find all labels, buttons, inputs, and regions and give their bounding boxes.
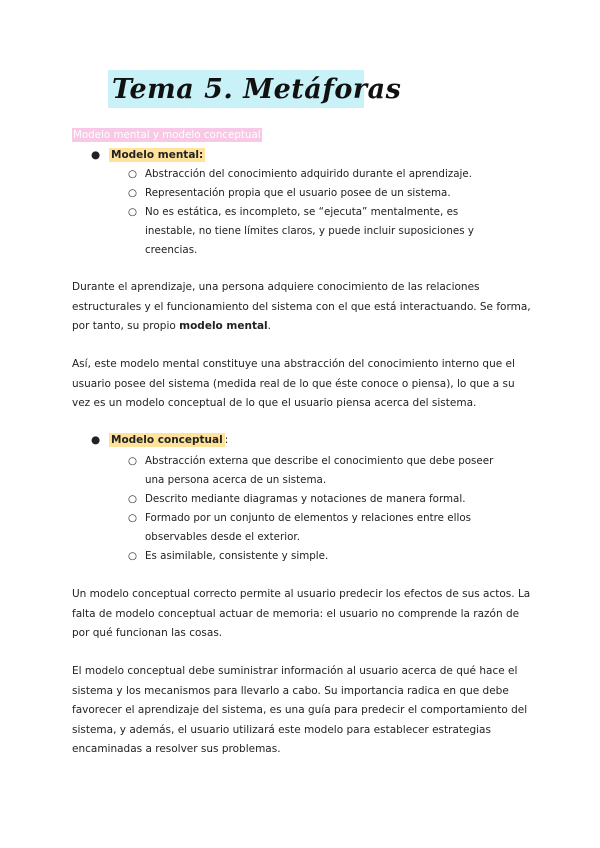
section-heading: Modelo mental y modelo conceptual — [73, 129, 261, 141]
modelo-mental-label: Modelo mental: — [111, 149, 204, 161]
circle-bullet-icon: ○ — [128, 550, 137, 562]
circle-bullet-icon: ○ — [128, 206, 137, 218]
paragraph-1-text: Durante el aprendizaje, una persona adquiere conocimiento de las relaciones estructurales y el funcionamiento del sistema con el que está interactuando. Se forma, por tanto, su propio — [72, 281, 531, 332]
title-highlight — [108, 70, 402, 108]
paragraph-1-bold: modelo mental — [179, 320, 268, 332]
list-item — [128, 452, 508, 490]
list-item-text: Abstracción externa que describe el conocimiento que debe poseer una persona acerca de un sistema. — [145, 455, 494, 486]
bullet-icon: ● — [91, 434, 101, 446]
list-item — [128, 203, 508, 260]
list-item-text: Formado por un conjunto de elementos y relaciones entre ellos observables desde el exterior. — [145, 512, 472, 543]
paragraph-3: Un modelo conceptual correcto permite al usuario predecir los efectos de sus actos. La falta de modelo conceptual actuar de memoria: el usuario no comprende la razón de por qué funcionan las cosas. — [72, 588, 531, 639]
paragraph-1-end: . — [267, 320, 272, 332]
list-item-text: Abstracción del conocimiento adquirido durante el aprendizaje. — [145, 168, 472, 180]
modelo-conceptual-colon: : — [224, 434, 229, 446]
list-item — [128, 509, 508, 547]
list-item — [128, 165, 508, 184]
circle-bullet-icon: ○ — [128, 455, 137, 467]
list-item — [128, 184, 508, 203]
bullet-modelo-conceptual — [91, 434, 228, 446]
circle-bullet-icon: ○ — [128, 493, 137, 505]
paragraph-4: El modelo conceptual debe suministrar información al usuario acerca de qué hace el sistema y los mecanismos para llevarlo a cabo. Su importancia radica en que debe favorecer el aprendizaje del sistema, es una guía para predecir el comportamiento del sistema, y además, el usuario utilizará este modelo para establecer estrategias encaminadas a resolver sus problemas. — [72, 665, 528, 755]
list-item — [128, 490, 508, 509]
list-item-text: Descrito mediante diagramas y notaciones de manera formal. — [145, 493, 466, 505]
circle-bullet-icon: ○ — [128, 512, 137, 524]
bullet-modelo-mental — [91, 149, 205, 161]
modelo-conceptual-label: Modelo conceptual — [111, 434, 223, 446]
paragraph-1 — [72, 278, 532, 337]
paragraph-2: Así, este modelo mental constituye una abstracción del conocimiento interno que el usuario posee del sistema (medida real de lo que éste conoce o piensa), lo que a su vez es un modelo conceptual de lo que el usuario piensa acerca del sistema. — [72, 358, 515, 409]
bullet-icon: ● — [91, 149, 101, 161]
circle-bullet-icon: ○ — [128, 168, 137, 180]
circle-bullet-icon: ○ — [128, 187, 137, 199]
list-item-text: No es estática, es incompleto, se “ejecuta” mentalmente, es inestable, no tiene límites claros, y puede incluir suposiciones y creencias. — [145, 206, 474, 256]
list-item-text: Representación propia que el usuario posee de un sistema. — [145, 187, 451, 199]
page-title: Tema 5. Metáforas — [112, 73, 402, 105]
list-item — [128, 547, 508, 566]
list-item-text: Es asimilable, consistente y simple. — [145, 550, 329, 562]
